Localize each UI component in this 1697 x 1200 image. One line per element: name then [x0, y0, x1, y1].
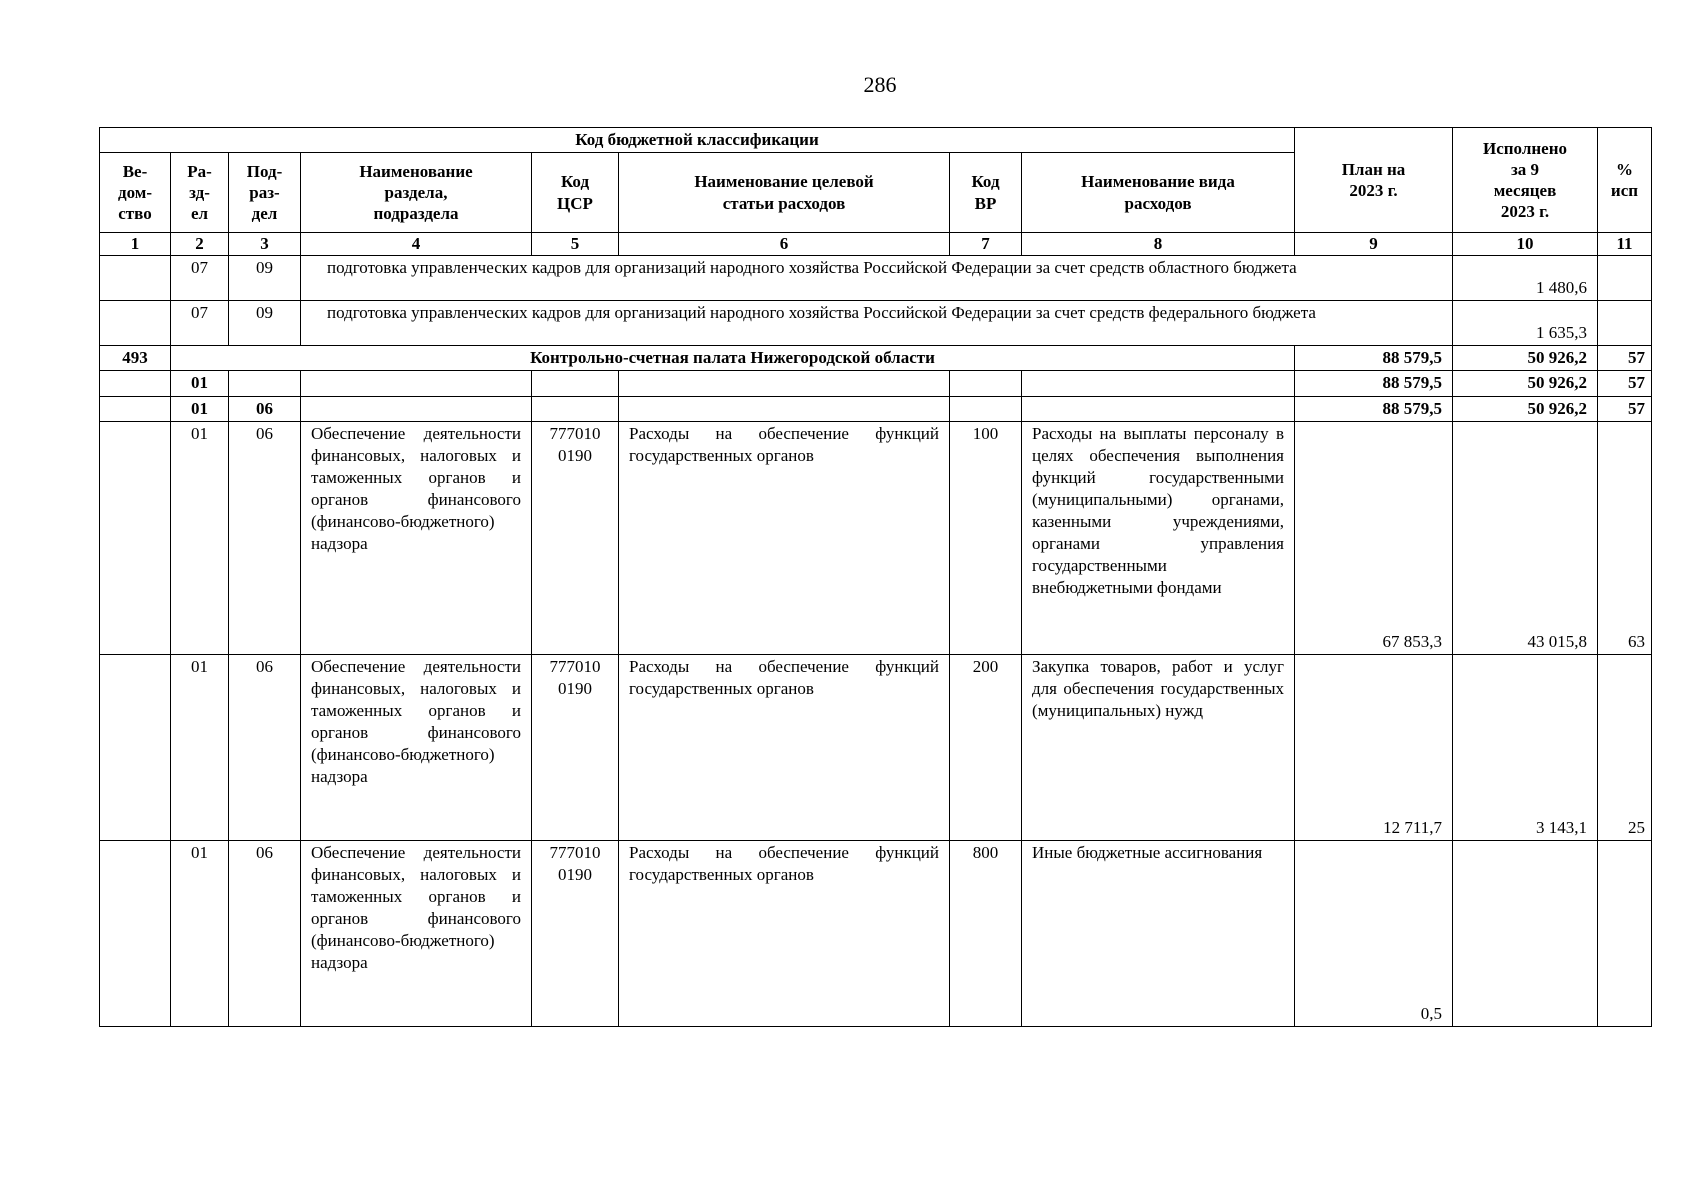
done-cell: 50 926,2	[1453, 371, 1598, 396]
header-section-name: Наименование раздела, подраздела	[301, 153, 532, 233]
table-row	[100, 301, 1652, 346]
plan-cell: 88 579,5	[1295, 371, 1453, 396]
column-number: 2	[171, 233, 229, 256]
percent-cell: 25	[1598, 654, 1652, 840]
column-number: 4	[301, 233, 532, 256]
header-plan: План на 2023 г.	[1295, 128, 1453, 233]
column-number: 3	[229, 233, 301, 256]
podrazdel-cell: 06	[229, 396, 301, 421]
column-number: 9	[1295, 233, 1453, 256]
plan-cell: 88 579,5	[1295, 346, 1453, 371]
csr-code-cell: 777010 0190	[532, 421, 619, 654]
page-number: 286	[863, 72, 897, 97]
column-numbers-row	[100, 233, 1652, 256]
header-target-name: Наименование целевой статьи расходов	[619, 153, 950, 233]
header-done: Исполнено за 9 месяцев 2023 г.	[1453, 128, 1598, 233]
done-cell: 3 143,1	[1453, 654, 1598, 840]
section-name-cell: Обеспечение деятельности финансовых, налоговых и таможенных органов и органов финансового (финансово-бюджетного) надзора	[301, 840, 532, 1026]
header-vr-code: Код ВР	[950, 153, 1022, 233]
plan-cell: 88 579,5	[1295, 396, 1453, 421]
percent-cell: 57	[1598, 396, 1652, 421]
table-row	[100, 371, 1652, 396]
header-vedomstvo: Ве- дом- ство	[100, 153, 171, 233]
column-number: 6	[619, 233, 950, 256]
podrazdel-cell: 09	[229, 301, 301, 346]
razdel-cell: 01	[171, 421, 229, 654]
percent-cell: 57	[1598, 346, 1652, 371]
section-name-cell: Обеспечение деятельности финансовых, налоговых и таможенных органов и органов финансового (финансово-бюджетного) надзора	[301, 421, 532, 654]
column-number: 1	[100, 233, 171, 256]
table-row	[100, 396, 1652, 421]
column-number: 8	[1022, 233, 1295, 256]
header-razdel: Ра- зд- ел	[171, 153, 229, 233]
razdel-cell: 01	[171, 396, 229, 421]
header-csr-code: Код ЦСР	[532, 153, 619, 233]
program-description: подготовка управленческих кадров для организаций народного хозяйства Российской Федерации за счет средств федерального бюджета	[301, 301, 1453, 346]
column-number: 7	[950, 233, 1022, 256]
column-number: 5	[532, 233, 619, 256]
plan-cell: 0,5	[1295, 840, 1453, 1026]
percent-cell: 57	[1598, 371, 1652, 396]
csr-code-cell: 777010 0190	[532, 840, 619, 1026]
csr-code-cell: 777010 0190	[532, 654, 619, 840]
section-name-cell: Обеспечение деятельности финансовых, налоговых и таможенных органов и органов финансового (финансово-бюджетного) надзора	[301, 654, 532, 840]
program-description: подготовка управленческих кадров для организаций народного хозяйства Российской Федерации за счет средств областного бюджета	[301, 256, 1453, 301]
vr-code-cell: 200	[950, 654, 1022, 840]
department-name: Контрольно-счетная палата Нижегородской области	[171, 346, 1295, 371]
razdel-cell: 01	[171, 654, 229, 840]
razdel-cell: 01	[171, 840, 229, 1026]
target-name-cell: Расходы на обеспечение функций государственных органов	[619, 654, 950, 840]
done-cell: 43 015,8	[1453, 421, 1598, 654]
column-number: 10	[1453, 233, 1598, 256]
target-name-cell: Расходы на обеспечение функций государственных органов	[619, 421, 950, 654]
done-cell: 50 926,2	[1453, 396, 1598, 421]
vedomstvo-cell: 493	[100, 346, 171, 371]
percent-cell: 63	[1598, 421, 1652, 654]
target-name-cell: Расходы на обеспечение функций государственных органов	[619, 840, 950, 1026]
table-row	[100, 346, 1652, 371]
vr-name-cell: Закупка товаров, работ и услуг для обеспечения государственных (муниципальных) нужд	[1022, 654, 1295, 840]
table-row	[100, 654, 1652, 840]
podrazdel-cell: 06	[229, 654, 301, 840]
header-podrazdel: Под- раз- дел	[229, 153, 301, 233]
razdel-cell: 07	[171, 256, 229, 301]
podrazdel-cell: 06	[229, 421, 301, 654]
plan-cell: 1 480,6	[1453, 256, 1598, 301]
table-row	[100, 421, 1652, 654]
plan-cell: 12 711,7	[1295, 654, 1453, 840]
done-cell: 50 926,2	[1453, 346, 1598, 371]
budget-table	[99, 127, 1652, 1027]
plan-cell: 67 853,3	[1295, 421, 1453, 654]
header-classification-code: Код бюджетной классификации	[100, 128, 1295, 153]
podrazdel-cell: 06	[229, 840, 301, 1026]
header-vr-name: Наименование вида расходов	[1022, 153, 1295, 233]
vr-code-cell: 800	[950, 840, 1022, 1026]
podrazdel-cell: 09	[229, 256, 301, 301]
vr-name-cell: Расходы на выплаты персоналу в целях обеспечения выполнения функций государственными (муниципальными) органами, казенными учреждениями, органами управления государственными внебюджетными фондами	[1022, 421, 1295, 654]
plan-cell: 1 635,3	[1453, 301, 1598, 346]
razdel-cell: 01	[171, 371, 229, 396]
razdel-cell: 07	[171, 301, 229, 346]
table-row	[100, 840, 1652, 1026]
vr-name-cell: Иные бюджетные ассигнования	[1022, 840, 1295, 1026]
header-percent: % исп	[1598, 128, 1652, 233]
column-number: 11	[1598, 233, 1652, 256]
vr-code-cell: 100	[950, 421, 1022, 654]
table-row	[100, 256, 1652, 301]
